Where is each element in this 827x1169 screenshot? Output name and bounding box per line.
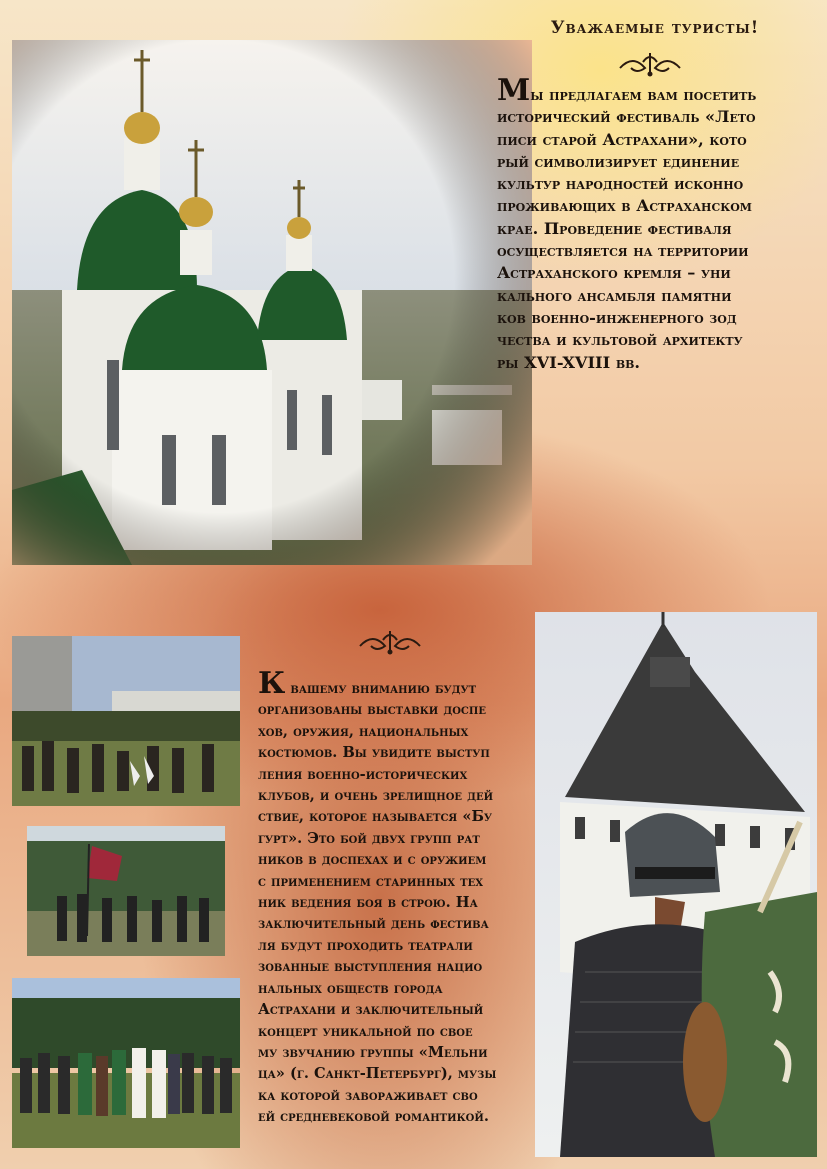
intro-paragraph: Мы предлагаем вам посетить исторический фестиваль «Лето писи старой Астрахани», кото рый символизирует единение культур народностей исконно проживающих в Астраханском крае. Проведение фестиваля осуществляется на территории Астраханского кремля – уни кального ансамбля памятни ков военно-инженерного зод чества и культовой архитекту ры XVI-XVIII вв.: [497, 73, 757, 372]
ornament-icon: [615, 50, 685, 78]
ornament-icon: [355, 628, 425, 656]
flag-photo: [27, 826, 225, 956]
greeting-heading: Уважаемые туристы!: [550, 18, 760, 38]
program-paragraph: К вашему вниманию будут организованы выставки доспе хов, оружия, национальных костюмов. Вы увидите выступ ления военно-исторических клубов, и очень зрелищное дей ствие, которое называется «Бу гурт». Это бой двух групп рат ников в доспехах и с оружием с применением старинных тех ник ведения боя в строю. На заключительный день фестива ля будут проходить театрали зованные выступления нацио нальных обществ города Астрахани и заключительный концерт уникальной по свое му звучанию группы «Мельни ца» (г. Санкт-Петербург), музы ка которой завораживает сво ей средневековой романтикой.: [258, 666, 497, 1126]
group-photo: [12, 978, 240, 1148]
battle-photo: [12, 636, 240, 806]
knight-photo: [535, 612, 817, 1157]
cathedral-photo: [12, 40, 532, 565]
